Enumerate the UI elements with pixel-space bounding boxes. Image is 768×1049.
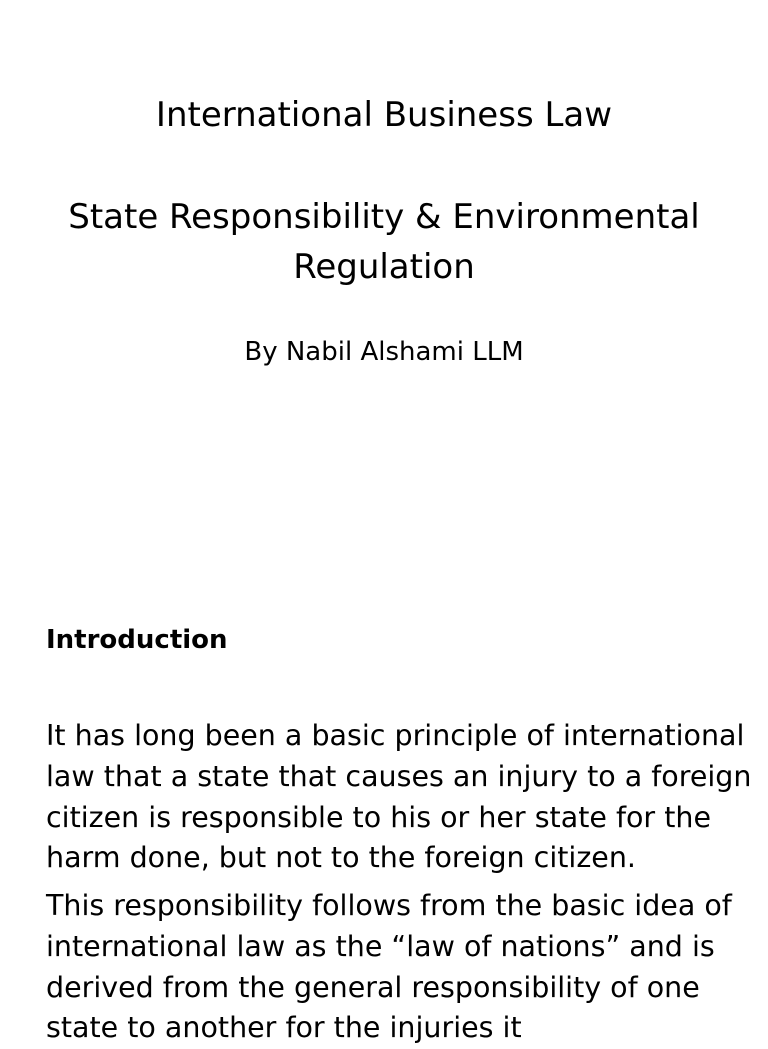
paragraph-1: [46, 716, 752, 879]
paragraph-line: harm done, but not to the foreign citizen.: [46, 841, 636, 875]
paragraph-line: citizen is responsible to his or her state for the: [46, 800, 711, 834]
paragraph-line: international law as the “law of nations” and is: [46, 929, 715, 963]
paragraph-2: [46, 886, 736, 1049]
paragraph-line: It has long been a basic principle of international: [46, 719, 745, 752]
course-title: International Business Law: [155, 95, 613, 135]
paragraph-line: This responsibility follows from the basic idea of: [46, 889, 732, 922]
paragraph-line: state to another for the injuries it: [46, 1011, 522, 1045]
lecture-title: [0, 192, 768, 292]
lecture-title-line-1: State Responsibility & Environmental: [68, 197, 700, 237]
paragraph-line: law that a state that causes an injury to a foreign: [46, 759, 752, 793]
lecture-title-line-2: Regulation: [293, 247, 475, 287]
author-byline: By Nabil Alshami LLM: [244, 337, 524, 367]
section-heading: Introduction: [46, 625, 228, 655]
paragraph-line: derived from the general responsibility of one: [46, 970, 700, 1004]
